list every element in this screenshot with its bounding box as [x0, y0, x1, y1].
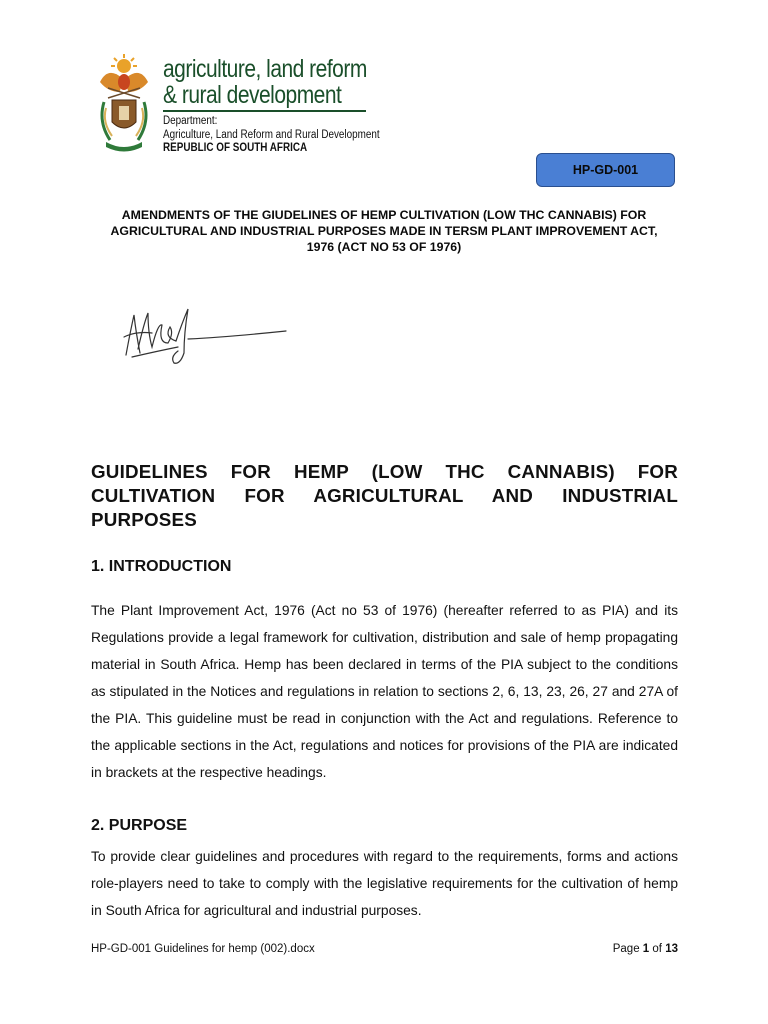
- department-logo: [94, 52, 380, 158]
- footer-page-number: [560, 943, 678, 955]
- coat-of-arms-icon: [94, 52, 154, 156]
- document-code-badge: HP-GD-001: [536, 153, 675, 187]
- purpose-paragraph: To provide clear guidelines and procedures with regard to the requirements, forms and actions role-players need to take to comply with the legislative requirements for the cultivation of hemp in South Africa for agricultural and industrial purposes.: [91, 849, 678, 918]
- department-name: Agriculture, Land Reform and Rural Development: [163, 129, 380, 141]
- signature-image: [118, 303, 290, 371]
- introduction-paragraph: The Plant Improvement Act, 1976 (Act no 53 of 1976) (hereafter referred to as PIA) and its Regulations provide a legal framework for cultivation, distribution and sale of hemp propagating material in South Africa. Hemp has been declared in terms of the PIA subject to the conditions as stipulated in the Notices and regulations in relation to sections 2, 6, 13, 23, 26, 27 and 27A of the PIA. This guideline must be read in conjunction with the Act and regulations. Reference to the applicable sections in the Act, regulations and notices for provisions of the PIA are indicated in brackets at the respective headings.: [91, 603, 678, 780]
- section-heading-introduction: 1. INTRODUCTION: [91, 558, 232, 575]
- brand-name-line1: agriculture, land reform: [163, 55, 367, 83]
- page-word: Page: [612, 943, 640, 955]
- department-label: Department:: [163, 115, 218, 127]
- footer-filename: HP-GD-001 Guidelines for hemp (002).docx: [91, 943, 315, 955]
- brand-divider: [163, 110, 366, 112]
- page-total: 13: [665, 943, 678, 955]
- brand-name-line2: & rural development: [163, 81, 342, 109]
- country-name: REPUBLIC OF SOUTH AFRICA: [163, 142, 308, 154]
- page-of: of: [652, 943, 662, 955]
- amendment-title: AMENDMENTS OF THE GIUDELINES OF HEMP CULTIVATION (LOW THC CANNABIS) FOR AGRICULTURAL AND INDUSTRIAL PURPOSES MADE IN TERSM PLANT IMPROVEMENT ACT, 1976 (ACT NO 53 OF 1976): [110, 208, 658, 254]
- section-heading-purpose: 2. PURPOSE: [91, 817, 188, 834]
- page-current: 1: [642, 943, 650, 955]
- document-title: GUIDELINES FOR HEMP (LOW THC CANNABIS) FOR CULTIVATION FOR AGRICULTURAL AND INDUSTRIAL PURPOSES: [91, 461, 678, 530]
